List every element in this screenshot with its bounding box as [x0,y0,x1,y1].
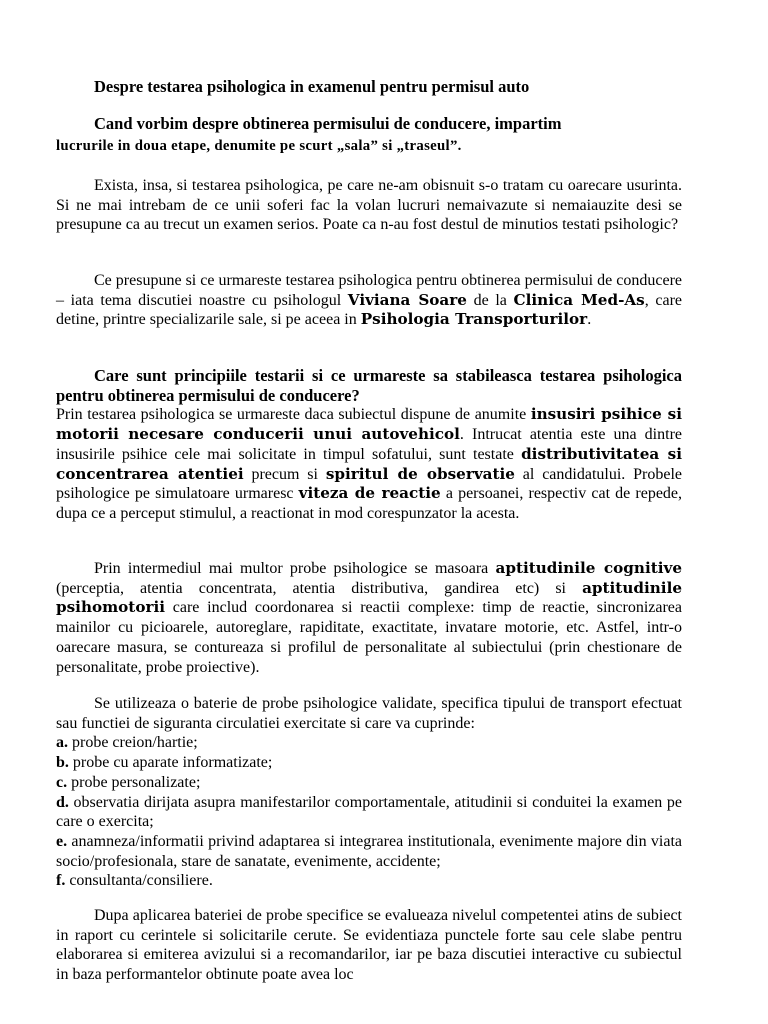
bold-phrase: viteza de reactie [298,484,441,503]
list-letter: c. [56,773,68,791]
evaluation-paragraph-block [56,906,682,985]
list-letter: a. [56,734,68,752]
text-run: . Intrucat atentia este una dintre insusirile psihice cele mai solicitate in timpul sofatului, sunt testate [56,426,682,463]
principles-paragraph [56,405,682,523]
text-run: care includ coordonarea si reactii complexe: timp de reactie, sincronizarea mainilor cu picioarele, autoreglare, rapiditate, exactitate, invatare motorie, etc. Astfel, intr-o oarecare masura, se contureaza si profilul de personalitate al subiectului (prin chestionare de personalitate, probe proiective). [56,599,682,676]
bold-phrase: Viviana Soare [347,290,467,309]
bold-phrase: aptitudinile psihomotorii [56,578,682,617]
probe-list-item [56,773,682,793]
list-letter: b. [56,754,69,772]
bold-phrase: aptitudinile cognitive [495,559,682,577]
lead-paragraph [56,113,682,157]
probe-list [56,733,682,891]
text-run: precum si [243,465,326,483]
intro-paragraph-block [56,176,682,235]
probe-list-item [56,753,682,773]
text-run: , care detine, printre specializarile sale, si pe aceea in [56,291,683,329]
text-run: . [587,311,592,329]
evaluation-paragraph: Dupa aplicarea bateriei de probe specifice se evalueaza nivelul competentei atins de subiect in raport cu cerintele si solicitarile cerute. Se evidentiaza punctele forte sau cele slabe pentru elaborarea si emiterea avizului si a recomandarilor, iar pe baza discutiei interactive cu subiectul in baza performantelor obtinute poate avea loc [56,907,682,984]
list-text: probe creion/hartie; [68,734,198,752]
battery-paragraph: Se utilizeaza o baterie de probe psihologice validate, specifica tipului de transport efectuat sau functiei de siguranta circulatiei exercitate si care va cuprinde: [56,695,682,732]
list-text: probe personalizate; [67,773,201,791]
bold-phrase: insusiri psihice si motorii necesare conducerii unui autovehicol [56,405,682,444]
lead-line-1: Cand vorbim despre obtinerea permisului de conducere, impartim [94,114,562,133]
question-heading: Care sunt principiile testarii si ce urmareste sa stabileasca testarea psihologica pentru obtinerea permisului de conducere? [56,366,682,405]
probe-list-item [56,832,682,871]
list-text: probe cu aparate informatizate; [68,754,273,772]
lead-line-2: lucrurile in doua etape, denumite pe scurt „sala” si „traseul”. [56,138,462,154]
text-run: (perceptia, atentia concentrata, atentia distributiva, gandirea etc) si [56,579,583,597]
battery-block [56,694,682,891]
bold-phrase: spiritul de observatie [325,464,515,483]
list-letter: e. [56,832,68,850]
interview-paragraph [56,271,682,330]
interview-paragraph-block [56,271,682,330]
text-run: a persoanei, respectiv cat de repede, dupa ce a perceput stimulul, a reactionat in mod corespunzator la acesta. [56,485,683,522]
probe-list-item [56,733,682,753]
document-title: Despre testarea psihologica in examenul pentru permisul auto [94,77,530,96]
list-text: observatia dirijata asupra manifestarilor comportamentale, atitudinii si conduitei la examen pe care o exercita; [56,793,682,831]
list-text: consultanta/consiliere. [65,872,213,890]
aptitudes-paragraph-block [56,559,682,677]
bold-phrase: Clinica Med-As [513,290,645,309]
bold-phrase: Psihologia Transporturilor [360,310,588,329]
list-letter: f. [56,872,66,890]
text-run: al candidatului. Probele psihologice pe simulatoare urmaresc [56,465,682,503]
text-run: Prin intermediul mai multor probe psihologice se masoara [94,560,496,577]
probe-list-item [56,793,682,832]
probe-list-item [56,871,682,891]
list-letter: d. [56,793,69,811]
intro-paragraph: Exista, insa, si testarea psihologica, pe care ne-am obisnuit s-o tratam cu oarecare usurinta. Si ne mai intrebam de ce unii soferi fac la volan lucruri nemaivazute si nemaiauzite desi se presupune ca au trecut un examen serios. Poate ca n-au fost destul de minutios testati psihologic? [56,177,682,234]
question-block [56,366,682,524]
bold-phrase: distributivitatea si concentrarea atentiei [56,444,682,483]
text-run: Prin testarea psihologica se urmareste daca subiectul dispune de anumite [56,406,531,424]
text-run: Ce presupune si ce urmareste testarea psihologica pentru obtinerea permisului de conducere – iata tema discutiei noastre cu psihologul [56,272,682,309]
text-run: de la [466,291,514,309]
aptitudes-paragraph [56,559,682,677]
list-text: anamneza/informatii privind adaptarea si integrarea institutionala, evenimente majore din viata socio/profesionala, stare de sanatate, evenimente, accidente; [56,832,682,870]
